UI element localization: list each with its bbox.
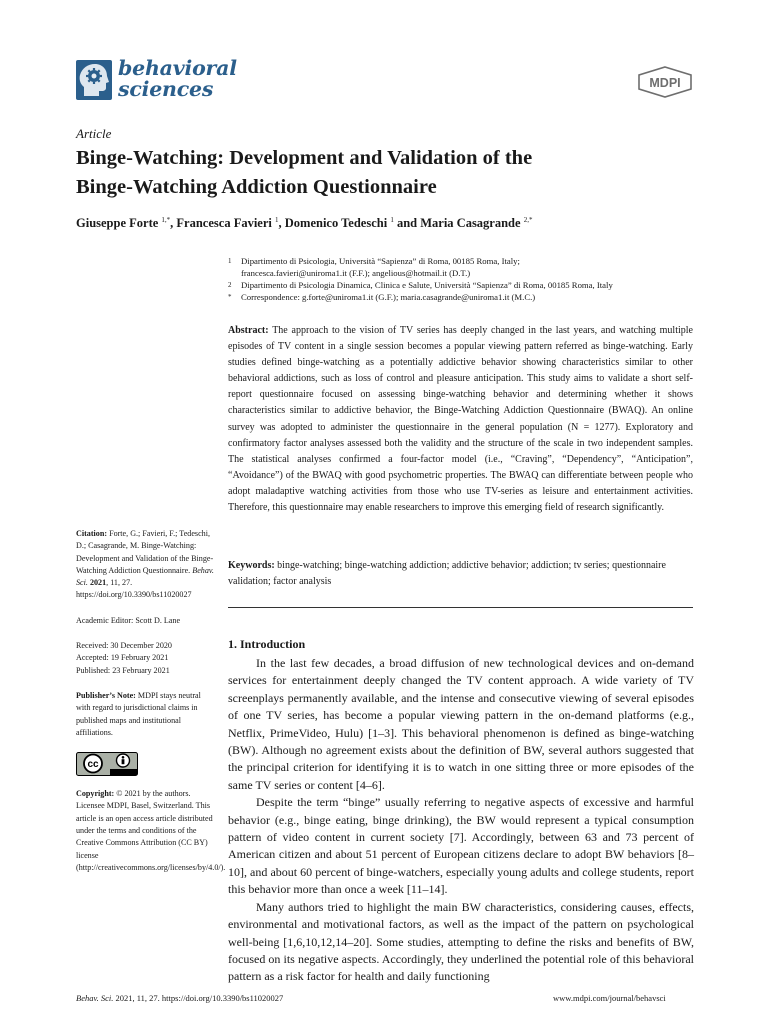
author-separator: and: [393, 216, 421, 230]
copyright-text: © 2021 by the authors. Licensee MDPI, Basel, Switzerland. This article is an open access article distributed under the terms and conditions of the Creative Commons Attribution (CC BY) license (http://creativecommons.org/licenses/by/4.0/).: [76, 789, 226, 872]
body-paragraph: Many authors tried to highlight the main BW characteristics, considering causes, effects, environmental and motivational factors, as well as the impact of the pattern on psychological well-being [1,6,10,12,14–20]. Some studies, attempting to define the risks and benefits of BW, focused on its negative aspects. Accordingly, they underlined the potential role of this behavioral pattern as a risk factor for health and daily functioning: [228, 899, 694, 984]
author-affiliation-mark: 1: [275, 216, 279, 224]
publisher-note: [76, 690, 216, 739]
affiliations: [228, 255, 698, 303]
affiliation-row: [228, 267, 698, 279]
academic-editor: Academic Editor: Scott D. Lane: [76, 615, 181, 625]
published-date: Published: 23 February 2021: [76, 665, 170, 675]
citation-year: 2021: [89, 578, 107, 588]
head-gear-icon: [76, 60, 112, 100]
affiliation-mark: *: [228, 293, 232, 301]
author-name: Domenico Tedeschi: [284, 216, 388, 230]
author-separator: ,: [278, 216, 285, 230]
affiliation-mark: 1: [228, 257, 232, 265]
abstract-text: The approach to the vision of TV series has deeply changed in the last years, and watching multiple episodes of TV content in a single session becomes a popular viewing pattern referred as binge-watching. Early studies defined binge-watching as a potentially addictive behavior showing characteristics similar to other behavioral addictions, such as loss of control and pleasure anticipation. This study aims to validate a short self-report questionnaire focused on assessing binge-watching behavior and determining whether it shows characteristics similar to addictive behavior, the Binge-Watching Addiction Questionnaire (BWAQ). An online survey was adopted to administer the questionnaire in the general population (N = 1277). Exploratory and confirmatory factor analyses assessed both the validity and the structure of the scale in two independent samples. The statistical analyses confirmed a four-factor model (i.e., “Craving”, “Dependency”, “Anticipation”, “Avoidance”) of the BWAQ with good psychometric properties. The BWAQ can differentiate between people who adopt maladaptive watching activities from those who use TV-series as leisure and entertainment activities. Therefore, this questionnaire may enable researchers to improve this emerging field of research significantly.: [228, 325, 693, 514]
correspondence-text[interactable]: Correspondence: g.forte@uniroma1.it (G.F.); maria.casagrande@uniroma1.it (M.C.): [241, 292, 536, 302]
journal-name-line1: behavioral: [118, 56, 237, 80]
section-heading: 1. Introduction: [228, 637, 306, 651]
copyright-label: Copyright:: [76, 789, 115, 799]
abstract-divider: [228, 607, 693, 608]
accepted-date: Accepted: 19 February 2021: [76, 653, 169, 663]
citation-text: Forte, G.; Favieri, F.; Tedeschi, D.; Casagrande, M. Binge-Watching: Development and Validation of the Binge-Watching Addiction Questionnaire.: [76, 529, 214, 575]
author-affiliation-mark: 1: [390, 216, 394, 224]
affiliation-email-link[interactable]: francesca.favieri@uniroma1.it (F.F.); angelious@hotmail.it (D.T.): [241, 268, 471, 278]
author-name: Francesca Favieri: [176, 216, 272, 230]
affiliation-text: Dipartimento di Psicologia Dinamica, Clinica e Salute, Università “Sapienza” di Roma, 00185 Roma, Italy: [241, 280, 613, 290]
publisher-note-text: MDPI stays neutral with regard to jurisdictional claims in published maps and institutional affiliations.: [76, 690, 201, 737]
citation-label: Citation:: [76, 529, 108, 538]
author: [176, 216, 284, 230]
author-name: Maria Casagrande: [420, 216, 521, 230]
body-paragraph: In the last few decades, a broad diffusion of new technological devices and on-demand services for entertainment deeply changed the TV content approach. A wide variety of TV screenplays permanently available, and the intense and consecutive viewing of several episodes of one TV series, has become a popular viewing pattern in the on-demand platforms (e.g., Netflix, PrimeVideo, Hulu) [1–3]. This behavioral phenomenon is defined as binge-watching (BW). Although no agreement exists about the definition of BW, several authors suggested that the principal criterion for identifying it is to watch in one sitting three or more episodes of the same TV series or content [4–6].: [228, 656, 694, 792]
paper-title-line2: Binge-Watching Addiction Questionnaire: [76, 176, 437, 198]
author: [76, 216, 176, 230]
author-name: Giuseppe Forte: [76, 216, 159, 230]
cc-by-license-icon[interactable]: [76, 752, 138, 776]
author-separator: ,: [170, 216, 177, 230]
affiliation-row: [228, 279, 698, 291]
paper-title-line1: Binge-Watching: Development and Validation of the: [76, 147, 533, 169]
affiliation-row: [228, 255, 698, 267]
author: [285, 216, 420, 230]
mdpi-logo: [636, 66, 694, 98]
citation-doi-link[interactable]: , 11, 27. https://doi.org/10.3390/bs11020027: [76, 578, 192, 600]
keywords-label: Keywords:: [228, 560, 275, 571]
correspondence-row: [228, 291, 698, 303]
journal-name: [118, 58, 237, 100]
body-text: [228, 655, 694, 986]
copyright-block: [76, 788, 226, 874]
svg-text:cc: cc: [87, 759, 99, 771]
sidebar: [76, 528, 226, 887]
footer-journal: Behav. Sci.: [76, 993, 114, 1003]
footer-url-link[interactable]: www.mdpi.com/journal/behavsci: [553, 993, 666, 1003]
author: [420, 216, 532, 230]
author-affiliation-mark: 2,*: [523, 216, 533, 224]
keywords-text: binge-watching; binge-watching addiction; addictive behavior; addiction; tv series; questionnaire validation; factor analysis: [228, 560, 666, 587]
citation-journal: Behav. Sci.: [76, 565, 214, 588]
affiliation-text: Dipartimento di Psicologia, Università “Sapienza” di Roma, 00185 Roma, Italy;: [241, 256, 520, 266]
publisher-note-label: Publisher’s Note:: [76, 690, 136, 700]
dates-block: [76, 640, 216, 677]
article-type: Article: [76, 126, 112, 141]
author-affiliation-mark: 1,*: [161, 216, 171, 224]
abstract: [228, 323, 693, 516]
abstract-label: Abstract:: [228, 325, 269, 336]
affiliation-mark: 2: [228, 281, 232, 289]
body-paragraph: Despite the term “binge” usually referring to negative aspects of excessive and harmful behavior (e.g., binge eating, binge drinking), the BW would represent a typical consumption pattern of video content in current society [7]. Accordingly, between 63 and 73 percent of American citizen and about 51 percent of European citizens declare to adopt BW behaviors [8–10], and about 60 percent of binge-watchers, especially young adults and college students, report this behavior more than once a week [11–14].: [228, 795, 694, 897]
author-list: [76, 216, 532, 231]
keywords: [228, 558, 693, 590]
footer-doi-link[interactable]: 2021, 11, 27. https://doi.org/10.3390/bs11020027: [115, 993, 284, 1003]
received-date: Received: 30 December 2020: [76, 641, 172, 651]
journal-name-line2: sciences: [118, 77, 214, 101]
paper-title: [76, 144, 696, 202]
mdpi-logo-text: MDPI: [649, 76, 681, 90]
citation-block: [76, 528, 216, 602]
journal-logo: [76, 58, 248, 108]
footer-citation: [76, 993, 283, 1003]
